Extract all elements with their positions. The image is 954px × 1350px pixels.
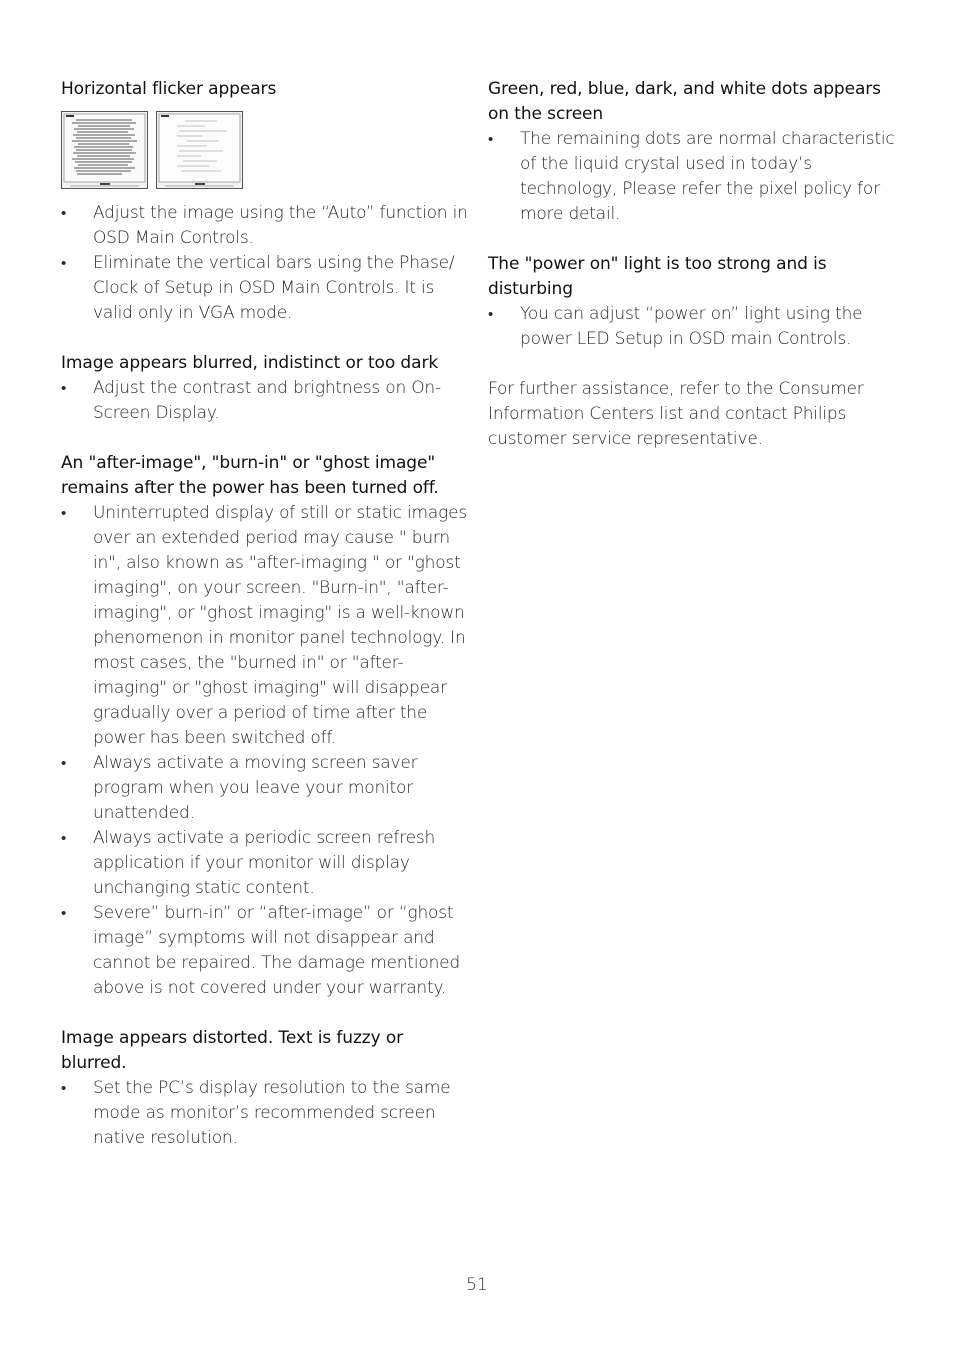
section-heading-distorted: Image appears distorted. Text is fuzzy or blurred. — [61, 1028, 404, 1073]
section-heading-blurred: Image appears blurred, indistinct or too dark — [61, 353, 439, 373]
bullet-glyph: • — [61, 254, 67, 272]
bullet-glyph: • — [488, 305, 494, 323]
list-item — [488, 302, 898, 352]
bullet-glyph: • — [488, 130, 494, 148]
list-item — [488, 127, 898, 227]
list-item — [61, 376, 471, 426]
list-item-text: Eliminate the vertical bars using the Phase/ Clock of Setup in OSD Main Controls. It is valid only in VGA mode. — [93, 253, 455, 323]
page-number: 51 — [466, 1275, 488, 1295]
bullet-glyph: • — [61, 204, 67, 222]
section-heading-power-light: The "power on" light is too strong and is disturbing — [488, 254, 827, 299]
list-item-text: Adjust the contrast and brightness on On-Screen Display. — [93, 378, 441, 423]
blurred-list — [61, 376, 471, 426]
corrected-screen-image — [156, 111, 243, 189]
list-item-text: Always activate a periodic screen refresh application if your monitor will display unchanging static content. — [93, 828, 436, 898]
list-item — [61, 751, 471, 826]
flicker-example-images — [61, 111, 471, 189]
further-assistance-note: For further assistance, refer to the Consumer Information Centers list and contact Philips customer service representative. — [488, 379, 864, 449]
bullet-glyph: • — [61, 754, 67, 772]
bullet-glyph: • — [61, 1079, 67, 1097]
distorted-list — [61, 1076, 471, 1151]
left-column — [61, 77, 471, 1151]
section-heading-dots: Green, red, blue, dark, and white dots appears on the screen — [488, 79, 881, 124]
list-item — [61, 1076, 471, 1151]
section-heading-flicker: Horizontal flicker appears — [61, 79, 277, 99]
list-item-text: You can adjust “power on” light using the power LED Setup in OSD main Controls. — [520, 304, 863, 349]
bullet-glyph: • — [61, 829, 67, 847]
power-light-list — [488, 302, 898, 352]
list-item-text: Severe” burn-in” or “after-image” or “ghost image” symptoms will not disappear and cannot be repaired. The damage mentioned above is not covered under your warranty. — [93, 903, 460, 998]
flicker-screen-image — [61, 111, 148, 189]
section-heading-afterimage: An "after-image", "burn-in" or "ghost image" remains after the power has been turned off. — [61, 453, 439, 498]
list-item — [61, 501, 471, 751]
list-item — [61, 251, 471, 326]
bullet-glyph: • — [61, 504, 67, 522]
list-item-text: Adjust the image using the “Auto” function in OSD Main Controls. — [93, 203, 468, 248]
list-item-text: Always activate a moving screen saver program when you leave your monitor unattended. — [93, 753, 418, 823]
dots-list — [488, 127, 898, 227]
list-item — [61, 901, 471, 1001]
afterimage-list — [61, 501, 471, 1001]
right-column — [488, 77, 898, 452]
list-item — [61, 201, 471, 251]
list-item-text: Uninterrupted display of still or static images over an extended period may cause " burn in", also known as "after-imaging " or "ghost imaging", on your screen. "Burn-in", "after-imaging", or "ghost imaging" is a well-known phenomenon in monitor panel technology. In most cases, the "burned in" or "after-imaging" or "ghost imaging" will disappear gradually over a period of time after the power has been switched off. — [93, 503, 468, 748]
list-item-text: The remaining dots are normal characteristic of the liquid crystal used in today’s technology, Please refer the pixel policy for more detail. — [520, 129, 895, 224]
bullet-glyph: • — [61, 379, 67, 397]
bullet-glyph: • — [61, 904, 67, 922]
flicker-list — [61, 201, 471, 326]
list-item — [61, 826, 471, 901]
list-item-text: Set the PC’s display resolution to the same mode as monitor’s recommended screen native resolution. — [93, 1078, 451, 1148]
